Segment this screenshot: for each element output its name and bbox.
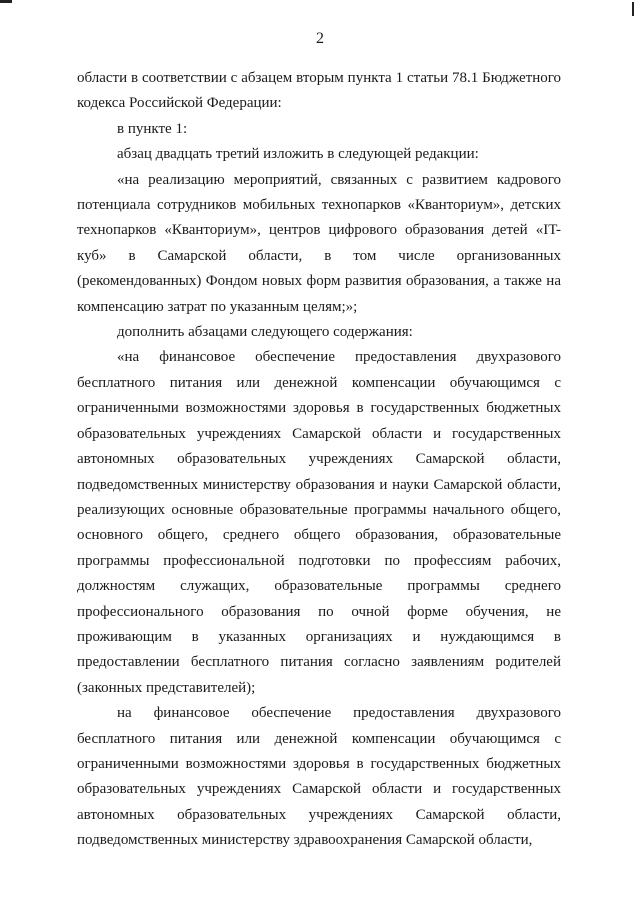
page-number: 2	[316, 30, 324, 47]
paragraph-added-health: на финансовое обеспечение предоставления двухразового бесплатного питания или денежной компенсации обучающимся с ограниченными возможностями здоровья в государственных бюджетных образовательных учреждениях Самарской области и государственных автономных образовательных учреждениях Самарской области, подведомственных министерству здравоохранения Самарской области,	[77, 705, 561, 849]
document-body	[77, 66, 561, 854]
scan-mark-top-left	[0, 0, 12, 3]
paragraph-continuation: области в соответствии с абзацем вторым пункта 1 статьи 78.1 Бюджетного кодекса Российской Федерации:	[77, 70, 561, 112]
paragraph-point-1: в пункте 1:	[117, 120, 188, 137]
scan-mark-top-right	[632, 2, 634, 16]
paragraph-add-instruction: дополнить абзацами следующего содержания:	[117, 324, 413, 341]
paragraph-added-education: «на финансовое обеспечение предоставления двухразового бесплатного питания или денежной компенсации обучающимся с ограниченными возможностями здоровья в государственных бюджетных образовательных учреждениях Самарской области и государственных автономных образовательных учреждениях Самарской области, подведомственных министерству образования и науки Самарской области, реализующих основные образовательные программы начального общего, основного общего, среднего общего образования, образовательные программы профессиональной подготовки по профессиям рабочих, должностям служащих, образовательные программы среднего профессионального образования по очной форме обучения, не проживающим в указанных организациях и нуждающимся в предоставлении бесплатного питания согласно заявлениям родителей (законных представителей);	[77, 349, 561, 696]
paragraph-amended-text: «на реализацию мероприятий, связанных с развитием кадрового потенциала сотрудников мобильных технопарков «Кванториум», детских технопарков «Кванториум», центров цифрового образования детей «IT-куб» в Самарской области, в том числе организованных (рекомендованных) Фондом новых форм развития образования, а также на компенсацию затрат по указанным целям;»;	[77, 171, 561, 315]
paragraph-amend-instruction: абзац двадцать третий изложить в следующей редакции:	[117, 146, 479, 163]
